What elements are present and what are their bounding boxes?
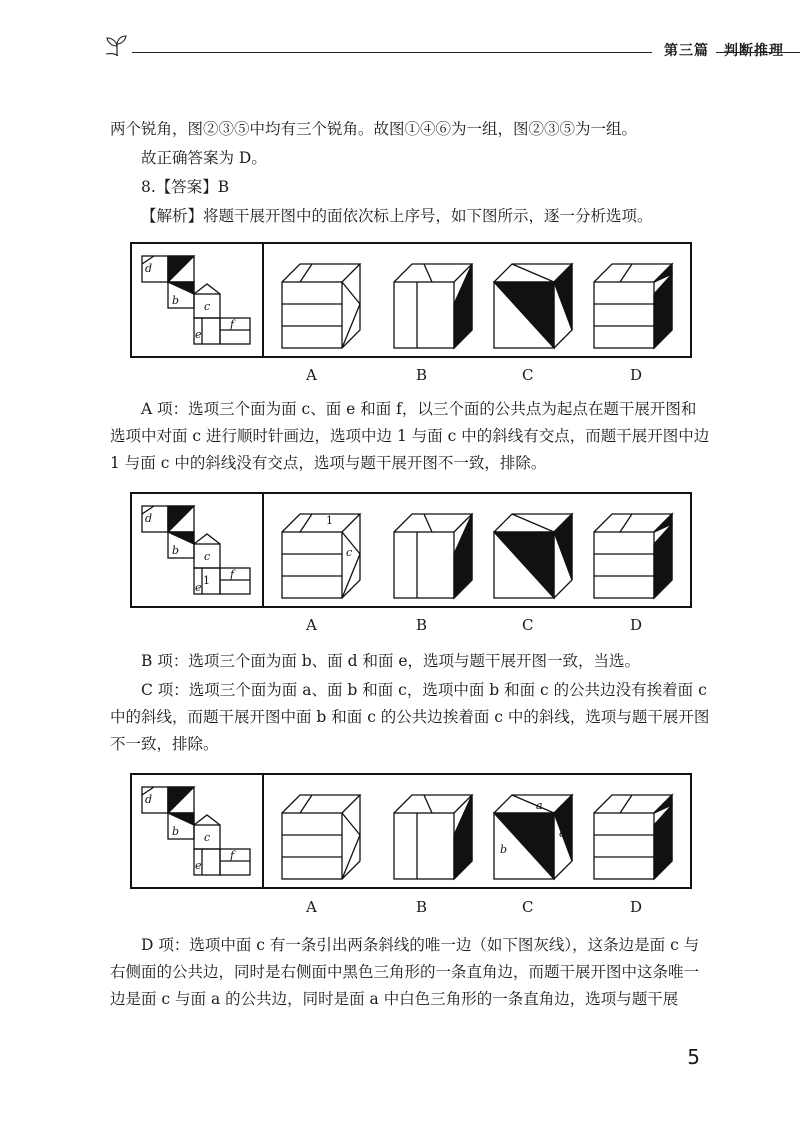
- paragraph-option-d: D 项：选项中面 c 有一条引出两条斜线的唯一边（如下图灰线），这条边是面 c 与右侧面的公共边，同时是右侧面中黑色三角形的一条直角边，而题干展开图中这条唯一边是面 c 与面 a 的公共边，同时是面 a 中白色三角形的一条直角边，选项与题干展: [110, 936, 700, 1008]
- figure-3-drawing: [132, 775, 694, 891]
- paragraph-2: 故正确答案为 D。: [141, 149, 267, 167]
- net-label-c: c: [204, 300, 211, 313]
- net-label-d: d: [145, 793, 153, 806]
- net-label-d: d: [145, 512, 153, 525]
- option-b-label: B: [416, 898, 428, 916]
- paragraph-option-c: C 项：选项三个面为面 a、面 b 和面 c，选项中面 b 和面 c 的公共边没有挨着面 c 中的斜线，而题干展开图中面 b 和面 c 的公共边挨着面 c 中的斜线，选项与题干展开图不一致，排除。: [110, 681, 710, 753]
- figure-1-drawing: [132, 244, 694, 360]
- options-row-1: [0, 366, 800, 386]
- net-label-e: e: [195, 859, 202, 872]
- option-c-label: C: [522, 366, 534, 384]
- header-rule-left: [132, 52, 652, 53]
- net-label-a: a: [184, 797, 191, 810]
- option-b-label: B: [416, 616, 428, 634]
- figure-1: [130, 242, 692, 358]
- net-label-a: a: [184, 516, 191, 529]
- net-label-b: b: [172, 294, 180, 307]
- figure-2-drawing: [132, 494, 694, 610]
- cube-edge-label-1: 1: [326, 514, 333, 527]
- paragraph-1: 两个锐角，图②③⑤中均有三个锐角。故图①④⑥为一组，图②③⑤为一组。: [110, 120, 638, 138]
- section-title: 第三篇 判断推理: [664, 43, 784, 59]
- figure-divider: [262, 244, 264, 356]
- cube-c-label-c: c: [559, 827, 566, 840]
- cube-c-label-a: a: [536, 799, 543, 812]
- cube-c-label-b: b: [500, 843, 508, 856]
- paragraph-option-b: B 项：选项三个面为面 b、面 d 和面 e，选项与题干展开图一致，当选。: [141, 652, 641, 670]
- net-label-d: d: [145, 262, 153, 275]
- option-d-label: D: [630, 898, 643, 916]
- net-label-e: e: [195, 581, 202, 594]
- option-c-label: C: [522, 616, 534, 634]
- page-number: 5: [687, 1045, 700, 1069]
- paragraph-option-a: A 项：选项三个面为面 c、面 e 和面 f，以三个面的公共点为起点在题干展开图和选项中对面 c 进行顺时针画边，选项中边 1 与面 c 中的斜线有交点，而题干展开图中边 1 与面 c 中的斜线没有交点，选项与题干展开图不一致，排除。: [110, 400, 710, 472]
- figure-divider: [262, 494, 264, 606]
- net-label-a: a: [184, 266, 191, 279]
- page-header: [104, 34, 800, 64]
- option-a-label: A: [306, 616, 317, 634]
- cube-label-c: c: [346, 546, 353, 559]
- option-d-label: D: [630, 366, 643, 384]
- net-label-b: b: [172, 825, 180, 838]
- net-label-b: b: [172, 544, 180, 557]
- option-c-label: C: [522, 898, 534, 916]
- answer-heading: 8.【答案】B: [141, 178, 230, 196]
- figure-3: [130, 773, 692, 889]
- net-label-c: c: [204, 550, 211, 563]
- net-label-f: f: [230, 318, 235, 331]
- options-row-3: [0, 898, 800, 918]
- options-row-2: [0, 616, 800, 636]
- net-label-c: c: [204, 831, 211, 844]
- option-a-label: A: [306, 366, 317, 384]
- figure-2: [130, 492, 692, 608]
- net-label-f: f: [230, 849, 235, 862]
- figure-divider: [262, 775, 264, 887]
- header-rule-right: [716, 52, 800, 53]
- option-d-label: D: [630, 616, 643, 634]
- option-b-label: B: [416, 366, 428, 384]
- option-a-label: A: [306, 898, 317, 916]
- net-edge-label-1: 1: [203, 574, 210, 587]
- analysis-intro: 【解析】将题干展开图中的面依次标上序号，如下图所示，逐一分析选项。: [141, 207, 653, 225]
- net-label-f: f: [230, 568, 235, 581]
- net-label-e: e: [195, 328, 202, 341]
- sprout-icon: [104, 34, 130, 58]
